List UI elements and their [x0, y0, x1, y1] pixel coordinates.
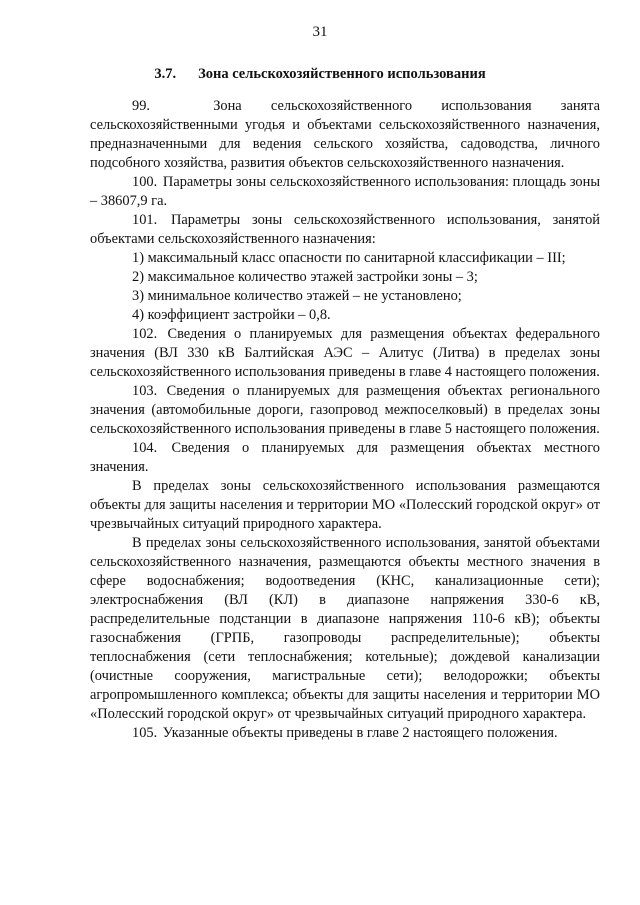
section-number: 3.7.	[154, 66, 177, 82]
paragraph-101	[90, 211, 600, 249]
list-item: 3) минимальное количество этажей – не установлено;	[132, 288, 462, 304]
document-body	[90, 97, 600, 743]
page-number: 31	[312, 24, 328, 40]
paragraph-103	[90, 382, 600, 439]
section-heading	[0, 66, 640, 83]
text-block: В пределах зоны сельскохозяйственного использования, занятой объектами сельскохозяйственного назначения, размещаются объекты местного значения в сфере водоснабжения; водоотведения (КНС, канализационные сети); электроснабжения (ВЛ (КЛ) в диапазоне напряжения 330-6 кВ, распределительные подстанции в диапазоне напряжения 110-6 кВ); объекты газоснабжения (ГРПБ, газопроводы распределительные); объекты теплоснабжения (сети теплоснабжения; котельные); дождевой канализации (очистные сооружения, магистральные сети); велодорожки; объекты агропромышленного комплекса; объекты для защиты населения и территории МО «Полесский городской округ» от чрезвычайных ситуаций природного характера.	[90, 535, 600, 722]
paragraph-99	[90, 97, 600, 173]
paragraph-number: 103.	[132, 383, 158, 399]
paragraph-text: Параметры зоны сельскохозяйственного использования: площадь зоны – 38607,9 га.	[90, 174, 600, 209]
paragraph-number: 104.	[132, 440, 158, 456]
paragraph-text: Зона сельскохозяйственного использования занята сельскохозяйственными угодья и объектами сельскохозяйственного назначения, предназначенными для ведения сельского хозяйства, садоводства, личного подсобного хозяйства, развития объектов сельскохозяйственного назначения.	[90, 98, 600, 171]
paragraph-text: Указанные объекты приведены в главе 2 настоящего положения.	[162, 725, 558, 741]
paragraph-text: Сведения о планируемых для размещения объектах федерального значения (ВЛ 330 кВ Балтийская АЭС – Алитус (Литва) в пределах зоны сельскохозяйственного использования приведены в главе 4 настоящего положения.	[90, 326, 600, 380]
paragraph-number: 102.	[132, 326, 158, 342]
paragraph-number: 105.	[132, 725, 158, 741]
paragraph-number: 101.	[132, 212, 158, 228]
list-item: 1) максимальный класс опасности по санитарной классификации – III;	[132, 250, 566, 266]
paragraph-100	[90, 173, 600, 211]
paragraph-102	[90, 325, 600, 382]
list-item: 4) коэффициент застройки – 0,8.	[132, 307, 331, 323]
section-title: Зона сельскохозяйственного использования	[198, 66, 486, 82]
paragraph-text: Сведения о планируемых для размещения объектах регионального значения (автомобильные дороги, газопровод межпоселковый) в пределах зоны сельскохозяйственного использования приведены в главе 5 настоящего положения.	[90, 383, 600, 437]
paragraph-number: 100.	[132, 174, 158, 190]
list-item: 2) максимальное количество этажей застройки зоны – 3;	[132, 269, 478, 285]
paragraph-105	[90, 724, 600, 743]
paragraph-104	[90, 439, 600, 477]
paragraph-text: Параметры зоны сельскохозяйственного использования, занятой объектами сельскохозяйственного назначения:	[90, 212, 600, 247]
paragraph-text: Сведения о планируемых для размещения объектах местного значения.	[90, 440, 600, 475]
text-block: В пределах зоны сельскохозяйственного использования размещаются объекты для защиты населения и территории МО «Полесский городской округ» от чрезвычайных ситуаций природного характера.	[90, 478, 600, 532]
paragraph-number: 99.	[132, 98, 150, 114]
